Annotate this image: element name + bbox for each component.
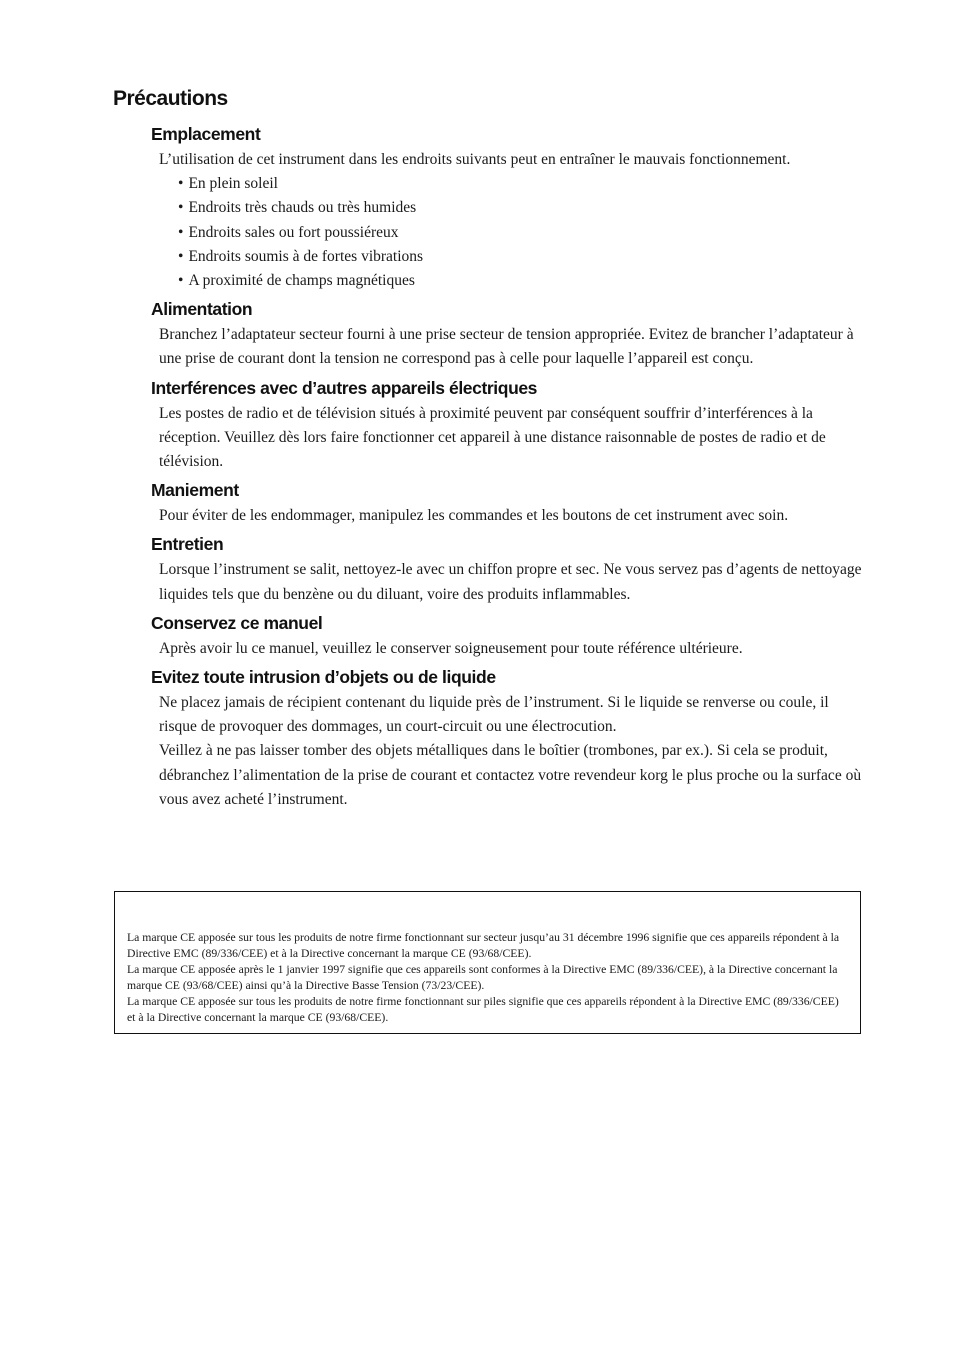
section-paragraph: Les postes de radio et de télévision situés à proximité peuvent par conséquent souffrir d’interférences à la réception. Veuillez dès lors faire fonctionner cet appareil à une distance raisonnable de postes de radio et de télévision.	[159, 404, 826, 471]
section-intrusion	[151, 665, 867, 812]
section-paragraph: Ne placez jamais de récipient contenant du liquide près de l’instrument. Si le liquide se renverse ou coule, il risque de provoquer des dommages, un court-circuit ou une électrocution.	[159, 694, 829, 736]
section-paragraph: Lorsque l’instrument se salit, nettoyez-le avec un chiffon propre et sec. Ne vous servez pas d’agents de nettoyage liquides tels que du benzène ou du diluant, voire des produits inflammables.	[159, 561, 862, 603]
page-title: Précautions	[113, 87, 228, 110]
section-alimentation	[151, 297, 867, 371]
section-title: Evitez toute intrusion d’objets ou de liquide	[151, 667, 496, 688]
section-title: Maniement	[151, 480, 239, 501]
section-paragraph: Après avoir lu ce manuel, veuillez le conserver soigneusement pour toute référence ultérieure.	[159, 639, 743, 657]
section-paragraph: Pour éviter de les endommager, manipulez les commandes et les boutons de cet instrument avec soin.	[159, 507, 789, 525]
bullet-item: • Endroits soumis à de fortes vibrations	[178, 245, 867, 269]
section-title: Emplacement	[151, 124, 261, 144]
ce-marking-notice-box	[114, 891, 861, 1034]
bullet-item: • Endroits sales ou fort poussiéreux	[178, 221, 867, 245]
section-title: Interférences avec d’autres appareils électriques	[151, 377, 538, 398]
section-title: Entretien	[151, 534, 224, 555]
section-title: Conservez ce manuel	[151, 612, 323, 633]
section-paragraph: Veillez à ne pas laisser tomber des objets métalliques dans le boîtier (trombones, par ex.). Si cela se produit, débranchez l’alimentation de la prise de courant et contactez votre revendeur korg le plus proche ou la surface où vous avez acheté l’instrument.	[159, 742, 862, 808]
section-interferences	[151, 376, 867, 475]
section-paragraph: Branchez l’adaptateur secteur fourni à une prise secteur de tension appropriée. Evitez de brancher l’adaptateur à une prise de courant dont la tension ne correspond pas à celle pour laquelle l’appareil est conçu.	[159, 326, 854, 368]
section-maniement	[151, 478, 867, 528]
location-bullet-list	[178, 172, 867, 293]
ce-notice-paragraph: La marque CE apposée sur tous les produits de notre firme fonctionnant sur piles signifie que ces appareils répondent à la Directive EMC (89/336/CEE) et à la Directive concernant la marque CE (93/68/CEE).	[127, 995, 839, 1024]
precautions-content	[151, 122, 867, 816]
section-title: Alimentation	[151, 299, 253, 320]
bullet-item: • A proximité de champs magnétiques	[178, 269, 867, 293]
section-conservez-manuel	[151, 611, 867, 661]
ce-notice-paragraph: La marque CE apposée après le 1 janvier 1997 signifie que ces appareils sont conformes à la Directive EMC (89/336/CEE), à la Directive concernant la marque CE (93/68/CEE) ainsi qu’à la Directive Basse Tension (73/23/CEE).	[127, 963, 838, 992]
section-emplacement	[151, 122, 867, 293]
section-paragraph: L’utilisation de cet instrument dans les endroits suivants peut en entraîner le mauvais fonctionnement.	[159, 151, 791, 168]
bullet-item: • Endroits très chauds ou très humides	[178, 196, 867, 220]
section-entretien	[151, 532, 867, 606]
ce-notice-paragraph: La marque CE apposée sur tous les produits de notre firme fonctionnant sur secteur jusqu’au 31 décembre 1996 signifie que ces appareils répondent à la Directive EMC (89/336/CEE) et à la Directive concernant la marque CE (93/68/CEE).	[127, 931, 840, 960]
bullet-item: • En plein soleil	[178, 172, 867, 196]
